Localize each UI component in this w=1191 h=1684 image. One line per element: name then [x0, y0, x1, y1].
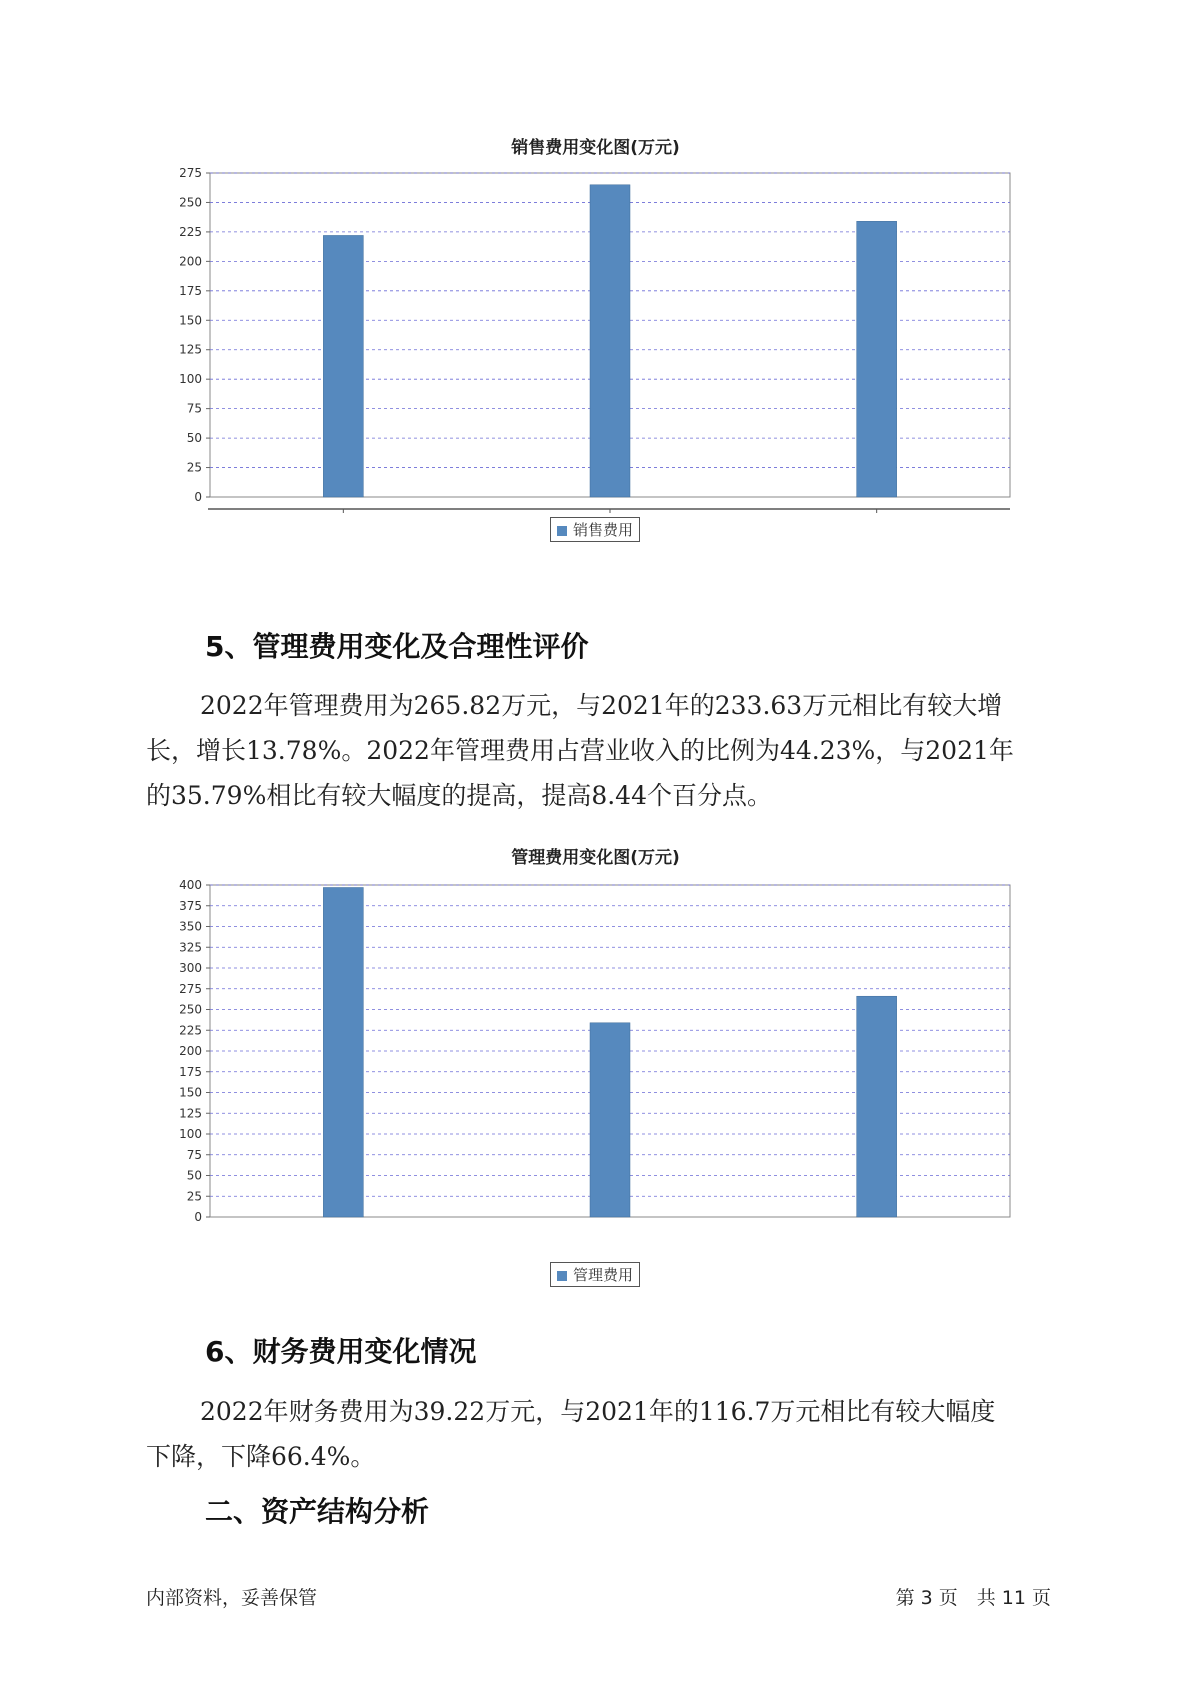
y-tick-label: 175: [179, 283, 202, 298]
bar: [323, 887, 363, 1217]
bar: [857, 996, 897, 1217]
y-tick-label: 250: [179, 195, 202, 210]
section5-heading: 5、管理费用变化及合理性评价: [205, 630, 589, 663]
legend-swatch: [557, 526, 567, 536]
bar: [323, 235, 363, 497]
footer-page-number: 第 3 页 共 11 页: [895, 1587, 1051, 1609]
paragraph-line: 长，增长13.78%。2022年管理费用占营业收入的比例为44.23%，与2021年: [146, 736, 1014, 765]
y-tick-label: 400: [179, 878, 202, 892]
y-tick-label: 50: [186, 431, 202, 446]
admin-expense-chart-svg: [155, 877, 1025, 1227]
y-tick-label: 200: [179, 254, 202, 269]
section6-heading: 6、财务费用变化情况: [205, 1335, 477, 1368]
y-tick-label: 275: [179, 166, 202, 180]
y-tick-label: 25: [186, 460, 202, 475]
y-tick-label: 175: [179, 1064, 202, 1079]
y-tick-label: 375: [179, 898, 202, 913]
y-tick-label: 75: [186, 1147, 202, 1162]
y-tick-label: 200: [179, 1044, 202, 1058]
y-tick-label: 275: [179, 981, 202, 996]
y-tick-label: 150: [179, 313, 202, 328]
y-tick-label: 25: [186, 1189, 202, 1204]
bar: [857, 221, 897, 497]
admin-expense-chart: [155, 877, 1025, 1227]
chart-title-admin: 管理费用变化图(万元): [511, 848, 680, 868]
y-tick-label: 125: [179, 1106, 202, 1121]
legend-sales: [550, 517, 640, 542]
legend-label: 管理费用: [573, 1266, 634, 1284]
section-two-heading: 二、资产结构分析: [205, 1495, 430, 1528]
legend-admin: [550, 1262, 640, 1287]
legend-swatch: [557, 1271, 567, 1281]
y-tick-label: 0: [194, 1210, 202, 1224]
y-tick-label: 100: [179, 1127, 202, 1141]
y-tick-label: 150: [179, 1085, 202, 1100]
sales-expense-chart-svg: [155, 165, 1025, 515]
paragraph-line: 的35.79%相比有较大幅度的提高，提高8.44个百分点。: [146, 781, 772, 810]
sales-expense-chart: [155, 165, 1025, 515]
section6-paragraph: [146, 1389, 1046, 1479]
y-tick-label: 100: [179, 372, 202, 387]
y-tick-label: 225: [179, 224, 202, 239]
paragraph-line: 2022年财务费用为39.22万元，与2021年的116.7万元相比有较大幅度: [200, 1397, 996, 1426]
chart-title-sales: 销售费用变化图(万元): [511, 138, 680, 158]
paragraph-line: 2022年管理费用为265.82万元，与2021年的233.63万元相比有较大增: [200, 691, 1003, 720]
footer-left: 内部资料，妥善保管: [146, 1587, 318, 1609]
y-tick-label: 125: [179, 342, 202, 357]
y-tick-label: 325: [179, 940, 202, 955]
paragraph-line: 下降，下降66.4%。: [146, 1442, 376, 1471]
y-tick-label: 0: [194, 490, 202, 504]
y-tick-label: 225: [179, 1023, 202, 1038]
y-tick-label: 50: [186, 1168, 202, 1183]
y-tick-label: 350: [179, 919, 202, 934]
y-tick-label: 250: [179, 1002, 202, 1017]
y-tick-label: 75: [186, 401, 202, 416]
legend-label: 销售费用: [573, 521, 634, 539]
y-tick-label: 300: [179, 961, 202, 975]
section5-paragraph: [146, 683, 1046, 818]
bar: [590, 185, 630, 497]
bar: [590, 1023, 630, 1217]
